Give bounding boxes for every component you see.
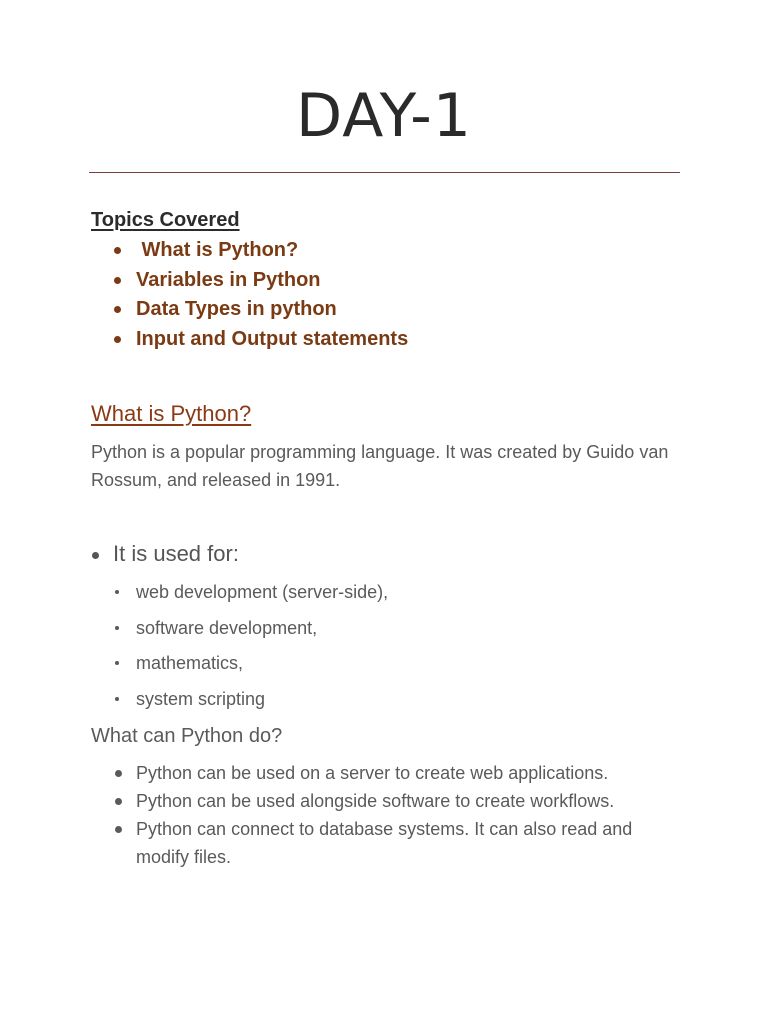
topic-item: [91, 266, 408, 296]
bullet-icon: [115, 661, 119, 665]
list-item: [91, 787, 681, 815]
list-item-label: Python can be used alongside software to create workflows.: [136, 791, 615, 811]
topics-list: [91, 236, 408, 355]
used-for-label: It is used for:: [113, 541, 239, 566]
used-for-heading: [91, 539, 239, 569]
bullet-icon: [115, 626, 119, 630]
list-item-label: mathematics,: [136, 653, 244, 673]
list-item: [91, 649, 388, 685]
list-item-label: web development (server-side),: [136, 582, 389, 602]
bullet-icon: [115, 826, 122, 833]
topic-item: [91, 325, 408, 355]
section-heading: What is Python?: [91, 401, 252, 426]
bullet-icon: [115, 697, 119, 701]
can-do-list: [91, 759, 681, 871]
can-do-heading: What can Python do?: [91, 725, 283, 747]
topic-item-label: What is Python?: [136, 239, 299, 261]
list-item: [91, 614, 388, 650]
bullet-icon: [114, 247, 121, 254]
list-item-label: software development,: [136, 617, 318, 638]
bullet-icon: [115, 798, 122, 805]
bullet-icon: [92, 552, 99, 559]
list-item: [91, 578, 388, 614]
list-item: [91, 759, 681, 787]
list-item-label: Python can connect to database systems. It can also read and modify files.: [136, 819, 633, 867]
title-divider: [89, 172, 680, 173]
bullet-icon: [115, 770, 122, 777]
list-item: [91, 685, 388, 721]
bullet-icon: [114, 306, 121, 313]
intro-paragraph: Python is a popular programming language. It was created by Guido van Rossum, and released in 1991.: [91, 442, 669, 490]
page-title: DAY-1: [296, 81, 472, 151]
topic-item-label: Variables in Python: [136, 268, 321, 291]
list-item-label: Python can be used on a server to create web applications.: [136, 763, 609, 783]
list-item: [91, 815, 681, 871]
bullet-icon: [114, 336, 121, 343]
topic-item-label: Data Types in python: [136, 298, 337, 321]
topic-item: [91, 295, 408, 325]
bullet-icon: [115, 590, 119, 594]
uses-list: [91, 578, 388, 720]
bullet-icon: [114, 277, 121, 284]
list-item-label: system scripting: [136, 688, 266, 709]
topics-heading: Topics Covered: [91, 209, 240, 231]
topic-item: [91, 236, 408, 266]
topic-item-label: Input and Output statements: [136, 328, 409, 351]
